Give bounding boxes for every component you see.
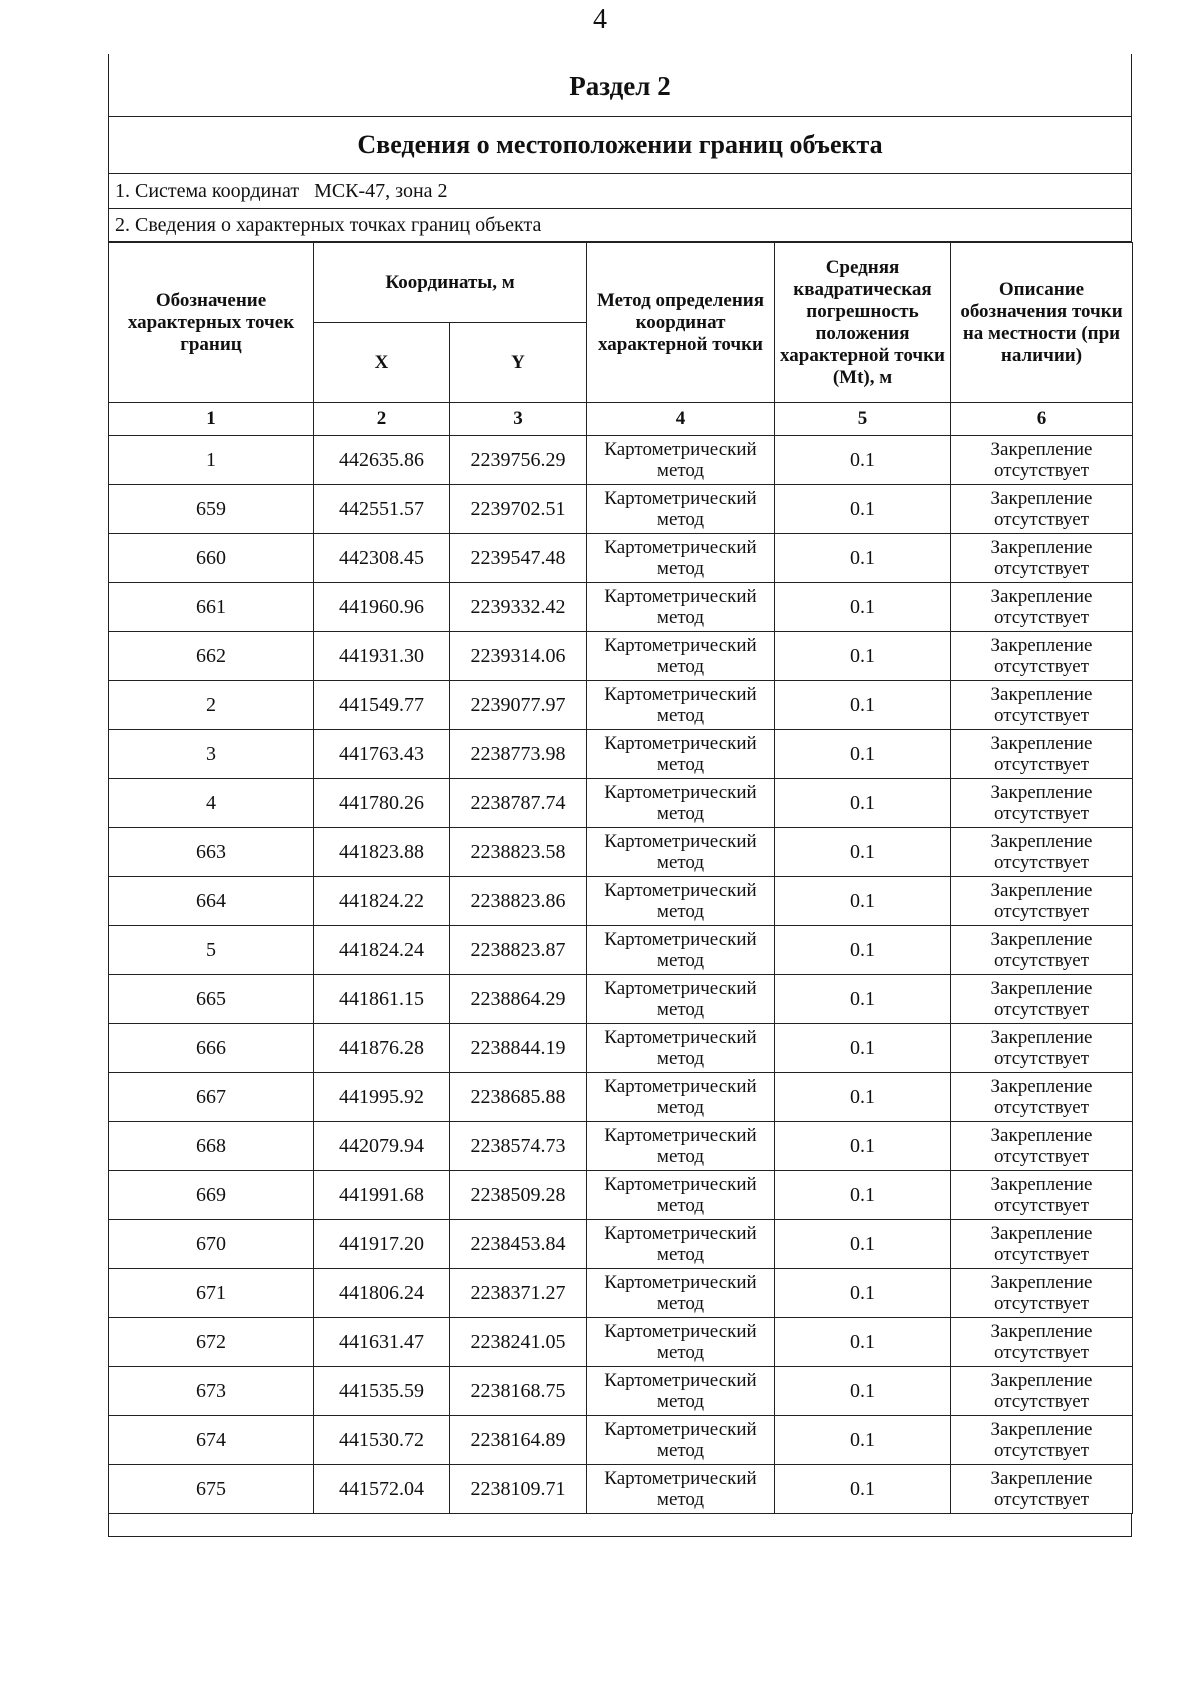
point-cell: 666 bbox=[109, 1024, 314, 1073]
page-number: 4 bbox=[593, 4, 607, 35]
x-coordinate-cell: 441960.96 bbox=[314, 583, 450, 632]
method-cell: Картометрический метод bbox=[587, 1024, 775, 1073]
column-number: 1 bbox=[109, 403, 314, 436]
method-cell: Картометрический метод bbox=[587, 1171, 775, 1220]
method-cell: Картометрический метод bbox=[587, 485, 775, 534]
header-description: Описание обозначения точки на местности (при наличии) bbox=[951, 243, 1133, 403]
y-coordinate-cell: 2238574.73 bbox=[450, 1122, 587, 1171]
description-cell: Закрепление отсутствует bbox=[951, 632, 1133, 681]
table-row bbox=[109, 681, 1133, 730]
error-cell: 0.1 bbox=[775, 1024, 951, 1073]
point-cell: 1 bbox=[109, 436, 314, 485]
description-cell: Закрепление отсутствует bbox=[951, 1318, 1133, 1367]
table-row bbox=[109, 1416, 1133, 1465]
point-cell: 670 bbox=[109, 1220, 314, 1269]
table-row bbox=[109, 1220, 1133, 1269]
method-cell: Картометрический метод bbox=[587, 1073, 775, 1122]
point-cell: 661 bbox=[109, 583, 314, 632]
description-cell: Закрепление отсутствует bbox=[951, 1171, 1133, 1220]
method-cell: Картометрический метод bbox=[587, 730, 775, 779]
x-coordinate-cell: 442635.86 bbox=[314, 436, 450, 485]
point-cell: 4 bbox=[109, 779, 314, 828]
description-cell: Закрепление отсутствует bbox=[951, 1073, 1133, 1122]
table-row bbox=[109, 534, 1133, 583]
x-coordinate-cell: 441549.77 bbox=[314, 681, 450, 730]
points-table-body bbox=[109, 436, 1133, 1514]
method-cell: Картометрический метод bbox=[587, 1465, 775, 1514]
coordinate-system-line bbox=[109, 174, 1131, 209]
point-cell: 2 bbox=[109, 681, 314, 730]
table-row bbox=[109, 485, 1133, 534]
table-row bbox=[109, 1073, 1133, 1122]
table-footer-row bbox=[108, 1514, 1132, 1537]
y-coordinate-cell: 2238168.75 bbox=[450, 1367, 587, 1416]
x-coordinate-cell: 441530.72 bbox=[314, 1416, 450, 1465]
method-cell: Картометрический метод bbox=[587, 877, 775, 926]
point-cell: 663 bbox=[109, 828, 314, 877]
x-coordinate-cell: 442551.57 bbox=[314, 485, 450, 534]
description-cell: Закрепление отсутствует bbox=[951, 1416, 1133, 1465]
error-cell: 0.1 bbox=[775, 436, 951, 485]
x-coordinate-cell: 442308.45 bbox=[314, 534, 450, 583]
x-coordinate-cell: 441824.24 bbox=[314, 926, 450, 975]
method-cell: Картометрический метод bbox=[587, 1367, 775, 1416]
document-sheet bbox=[108, 54, 1132, 1537]
point-cell: 665 bbox=[109, 975, 314, 1024]
table-row bbox=[109, 1269, 1133, 1318]
y-coordinate-cell: 2238823.86 bbox=[450, 877, 587, 926]
table-row bbox=[109, 1122, 1133, 1171]
header-point: Обозначение характерных точек границ bbox=[109, 243, 314, 403]
y-coordinate-cell: 2238685.88 bbox=[450, 1073, 587, 1122]
method-cell: Картометрический метод bbox=[587, 632, 775, 681]
point-cell: 674 bbox=[109, 1416, 314, 1465]
section-title: Раздел 2 bbox=[109, 54, 1131, 117]
y-coordinate-cell: 2238241.05 bbox=[450, 1318, 587, 1367]
y-coordinate-cell: 2238371.27 bbox=[450, 1269, 587, 1318]
error-cell: 0.1 bbox=[775, 730, 951, 779]
column-number: 6 bbox=[951, 403, 1133, 436]
error-cell: 0.1 bbox=[775, 1367, 951, 1416]
x-coordinate-cell: 441823.88 bbox=[314, 828, 450, 877]
section-header bbox=[108, 54, 1132, 242]
coordinate-system-label: 1. Система координат bbox=[115, 180, 300, 202]
header-method: Метод определения координат характерной точки bbox=[587, 243, 775, 403]
column-number-row bbox=[109, 403, 1133, 436]
description-cell: Закрепление отсутствует bbox=[951, 1465, 1133, 1514]
column-number: 4 bbox=[587, 403, 775, 436]
method-cell: Картометрический метод bbox=[587, 1269, 775, 1318]
x-coordinate-cell: 442079.94 bbox=[314, 1122, 450, 1171]
y-coordinate-cell: 2238453.84 bbox=[450, 1220, 587, 1269]
header-error: Средняя квадратическая погрешность положения характерной точки (Mt), м bbox=[775, 243, 951, 403]
table-row bbox=[109, 632, 1133, 681]
method-cell: Картометрический метод bbox=[587, 681, 775, 730]
table-row bbox=[109, 1024, 1133, 1073]
error-cell: 0.1 bbox=[775, 877, 951, 926]
x-coordinate-cell: 441876.28 bbox=[314, 1024, 450, 1073]
x-coordinate-cell: 441995.92 bbox=[314, 1073, 450, 1122]
point-cell: 672 bbox=[109, 1318, 314, 1367]
point-cell: 3 bbox=[109, 730, 314, 779]
point-cell: 659 bbox=[109, 485, 314, 534]
table-row bbox=[109, 1367, 1133, 1416]
error-cell: 0.1 bbox=[775, 1220, 951, 1269]
x-coordinate-cell: 441806.24 bbox=[314, 1269, 450, 1318]
description-cell: Закрепление отсутствует bbox=[951, 926, 1133, 975]
column-number: 5 bbox=[775, 403, 951, 436]
description-cell: Закрепление отсутствует bbox=[951, 1367, 1133, 1416]
description-cell: Закрепление отсутствует bbox=[951, 975, 1133, 1024]
error-cell: 0.1 bbox=[775, 632, 951, 681]
description-cell: Закрепление отсутствует bbox=[951, 828, 1133, 877]
error-cell: 0.1 bbox=[775, 681, 951, 730]
points-caption: 2. Сведения о характерных точках границ объекта bbox=[109, 209, 1131, 242]
header-x: X bbox=[314, 323, 450, 403]
y-coordinate-cell: 2238823.87 bbox=[450, 926, 587, 975]
error-cell: 0.1 bbox=[775, 583, 951, 632]
table-row bbox=[109, 730, 1133, 779]
point-cell: 662 bbox=[109, 632, 314, 681]
description-cell: Закрепление отсутствует bbox=[951, 534, 1133, 583]
y-coordinate-cell: 2239547.48 bbox=[450, 534, 587, 583]
header-y: Y bbox=[450, 323, 587, 403]
boundary-points-table bbox=[108, 242, 1133, 1514]
x-coordinate-cell: 441917.20 bbox=[314, 1220, 450, 1269]
x-coordinate-cell: 441824.22 bbox=[314, 877, 450, 926]
point-cell: 667 bbox=[109, 1073, 314, 1122]
error-cell: 0.1 bbox=[775, 828, 951, 877]
column-number: 2 bbox=[314, 403, 450, 436]
description-cell: Закрепление отсутствует bbox=[951, 583, 1133, 632]
method-cell: Картометрический метод bbox=[587, 1122, 775, 1171]
point-cell: 664 bbox=[109, 877, 314, 926]
method-cell: Картометрический метод bbox=[587, 436, 775, 485]
method-cell: Картометрический метод bbox=[587, 926, 775, 975]
x-coordinate-cell: 441931.30 bbox=[314, 632, 450, 681]
error-cell: 0.1 bbox=[775, 1318, 951, 1367]
y-coordinate-cell: 2238509.28 bbox=[450, 1171, 587, 1220]
method-cell: Картометрический метод bbox=[587, 975, 775, 1024]
error-cell: 0.1 bbox=[775, 1171, 951, 1220]
y-coordinate-cell: 2239756.29 bbox=[450, 436, 587, 485]
y-coordinate-cell: 2239332.42 bbox=[450, 583, 587, 632]
header-coordinates: Координаты, м bbox=[314, 243, 587, 323]
document-title: Сведения о местоположении границ объекта bbox=[109, 117, 1131, 174]
y-coordinate-cell: 2238773.98 bbox=[450, 730, 587, 779]
error-cell: 0.1 bbox=[775, 779, 951, 828]
method-cell: Картометрический метод bbox=[587, 828, 775, 877]
method-cell: Картометрический метод bbox=[587, 779, 775, 828]
point-cell: 669 bbox=[109, 1171, 314, 1220]
description-cell: Закрепление отсутствует bbox=[951, 681, 1133, 730]
method-cell: Картометрический метод bbox=[587, 583, 775, 632]
y-coordinate-cell: 2238787.74 bbox=[450, 779, 587, 828]
x-coordinate-cell: 441631.47 bbox=[314, 1318, 450, 1367]
point-cell: 5 bbox=[109, 926, 314, 975]
description-cell: Закрепление отсутствует bbox=[951, 485, 1133, 534]
point-cell: 671 bbox=[109, 1269, 314, 1318]
point-cell: 660 bbox=[109, 534, 314, 583]
description-cell: Закрепление отсутствует bbox=[951, 877, 1133, 926]
description-cell: Закрепление отсутствует bbox=[951, 1269, 1133, 1318]
table-row bbox=[109, 1318, 1133, 1367]
description-cell: Закрепление отсутствует bbox=[951, 436, 1133, 485]
table-row bbox=[109, 877, 1133, 926]
table-row bbox=[109, 1171, 1133, 1220]
error-cell: 0.1 bbox=[775, 485, 951, 534]
error-cell: 0.1 bbox=[775, 1416, 951, 1465]
x-coordinate-cell: 441572.04 bbox=[314, 1465, 450, 1514]
point-cell: 668 bbox=[109, 1122, 314, 1171]
x-coordinate-cell: 441780.26 bbox=[314, 779, 450, 828]
error-cell: 0.1 bbox=[775, 926, 951, 975]
error-cell: 0.1 bbox=[775, 534, 951, 583]
x-coordinate-cell: 441535.59 bbox=[314, 1367, 450, 1416]
error-cell: 0.1 bbox=[775, 1073, 951, 1122]
point-cell: 673 bbox=[109, 1367, 314, 1416]
method-cell: Картометрический метод bbox=[587, 534, 775, 583]
table-row bbox=[109, 828, 1133, 877]
method-cell: Картометрический метод bbox=[587, 1220, 775, 1269]
error-cell: 0.1 bbox=[775, 1465, 951, 1514]
table-row bbox=[109, 975, 1133, 1024]
method-cell: Картометрический метод bbox=[587, 1318, 775, 1367]
table-row bbox=[109, 1465, 1133, 1514]
column-number: 3 bbox=[450, 403, 587, 436]
table-row bbox=[109, 926, 1133, 975]
description-cell: Закрепление отсутствует bbox=[951, 1024, 1133, 1073]
y-coordinate-cell: 2239077.97 bbox=[450, 681, 587, 730]
point-cell: 675 bbox=[109, 1465, 314, 1514]
table-row bbox=[109, 436, 1133, 485]
y-coordinate-cell: 2238864.29 bbox=[450, 975, 587, 1024]
description-cell: Закрепление отсутствует bbox=[951, 779, 1133, 828]
error-cell: 0.1 bbox=[775, 1122, 951, 1171]
error-cell: 0.1 bbox=[775, 1269, 951, 1318]
y-coordinate-cell: 2238164.89 bbox=[450, 1416, 587, 1465]
x-coordinate-cell: 441991.68 bbox=[314, 1171, 450, 1220]
x-coordinate-cell: 441861.15 bbox=[314, 975, 450, 1024]
x-coordinate-cell: 441763.43 bbox=[314, 730, 450, 779]
method-cell: Картометрический метод bbox=[587, 1416, 775, 1465]
description-cell: Закрепление отсутствует bbox=[951, 1220, 1133, 1269]
y-coordinate-cell: 2238823.58 bbox=[450, 828, 587, 877]
y-coordinate-cell: 2238109.71 bbox=[450, 1465, 587, 1514]
coordinate-system-value: МСК-47, зона 2 bbox=[314, 180, 448, 202]
error-cell: 0.1 bbox=[775, 975, 951, 1024]
y-coordinate-cell: 2238844.19 bbox=[450, 1024, 587, 1073]
table-row bbox=[109, 779, 1133, 828]
y-coordinate-cell: 2239702.51 bbox=[450, 485, 587, 534]
description-cell: Закрепление отсутствует bbox=[951, 1122, 1133, 1171]
y-coordinate-cell: 2239314.06 bbox=[450, 632, 587, 681]
description-cell: Закрепление отсутствует bbox=[951, 730, 1133, 779]
table-row bbox=[109, 583, 1133, 632]
